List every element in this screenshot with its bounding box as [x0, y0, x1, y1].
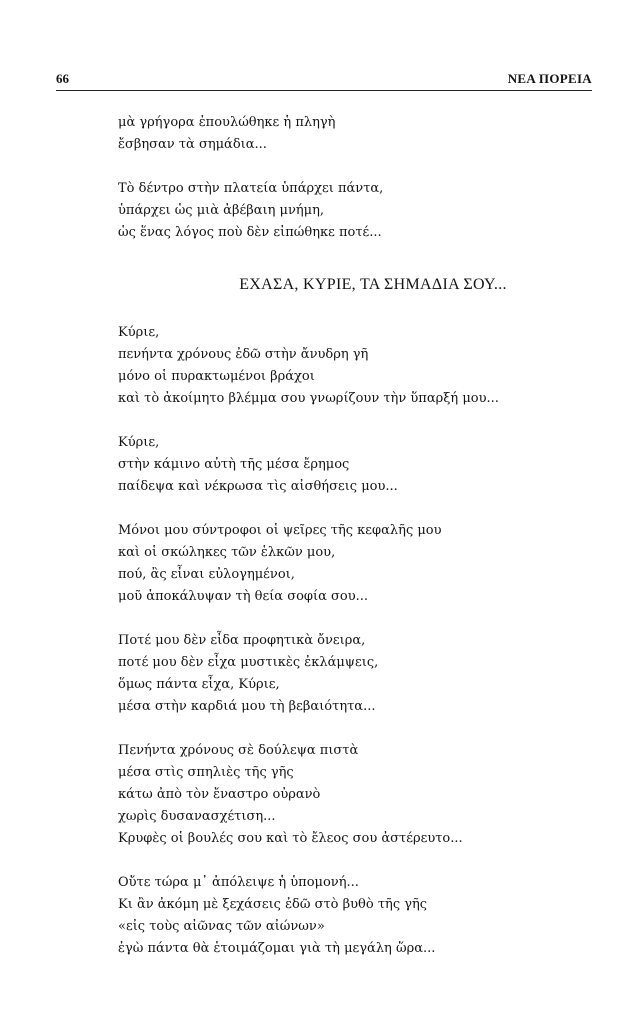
stanza	[118, 740, 588, 850]
verse-line: Κύριε,	[118, 325, 160, 340]
stanza	[118, 178, 588, 244]
verse-line: παίδεψα καὶ νέκρωσα τὶς αἰσθήσεις μου...	[118, 479, 398, 494]
verse-line: Μόνοι μου σύντροφοι οἱ ψεῖρες τῆς κεφαλῆς μου	[118, 523, 442, 538]
verse-line: ἐγὼ πάντα θὰ ἑτοιμάζομαι γιὰ τὴ μεγάλη ὥρα...	[118, 941, 436, 956]
stanza	[118, 872, 588, 960]
verse-line: καὶ οἱ σκώληκες τῶν ἑλκῶν μου,	[118, 545, 336, 560]
verse-line: Πενήντα χρόνους σὲ δούλεψα πιστὰ	[118, 743, 359, 758]
verse-line: Τὸ δέντρο στὴν πλατεία ὑπάρχει πάντα,	[118, 181, 384, 196]
verse-line: ὡς ἕνας λόγος ποὺ δὲν εἰπώθηκε ποτέ...	[118, 225, 382, 240]
verse-line: ὑπάρχει ὡς μιὰ ἀβέβαιη μνήμη,	[118, 203, 325, 218]
stanza	[118, 112, 588, 156]
verse-line: ποτέ μου δὲν εἶχα μυστικὲς ἐκλάμψεις,	[118, 655, 379, 670]
verse-line: Κύριε,	[118, 435, 160, 450]
verse-line: μοῦ ἀποκάλυψαν τὴ θεία σοφία σου...	[118, 589, 369, 604]
running-head: ΝΕΑ ΠΟΡΕΙΑ	[507, 71, 592, 86]
verse-line: «εἰς τοὺς αἰῶνας τῶν αἰώνων»	[118, 919, 325, 934]
verse-line: ὅμως πάντα εἶχα, Κύριε,	[118, 677, 280, 692]
verse-line: πού, ἂς εἶναι εὐλογημένοι,	[118, 567, 295, 582]
verse-line: Κι ἂν ἀκόμη μὲ ξεχάσεις ἐδῶ στὸ βυθὸ τῆς γῆς	[118, 897, 428, 912]
verse-line: ἔσβησαν τὰ σημάδια...	[118, 137, 267, 152]
verse-line: Οὔτε τώρα μ᾿ ἀπόλειψε ἡ ὑπομονή...	[118, 875, 359, 890]
verse-line: καὶ τὸ ἀκοίμητο βλέμμα σου γνωρίζουν τὴν ὕπαρξή μου...	[118, 391, 499, 406]
poem-title: ΕΧΑΣΑ, ΚΥΡΙΕ, ΤΑ ΣΗΜΑΔΙΑ ΣΟΥ...	[239, 276, 507, 293]
verse-line: χωρὶς δυσανασχέτιση...	[118, 809, 276, 824]
verse-line: στὴν κάμινο αὐτὴ τῆς μέσα ἔρημος	[118, 457, 350, 472]
stanza	[118, 520, 588, 608]
stanza	[118, 630, 588, 718]
verse-line: κάτω ἀπὸ τὸν ἔναστρο οὐρανὸ	[118, 787, 321, 802]
verse-line: μέσα στὶς σπηλιὲς τῆς γῆς	[118, 765, 294, 780]
verse-line: μὰ γρήγορα ἐπουλώθηκε ἡ πληγὴ	[118, 115, 336, 130]
verse-line: Κρυφὲς οἱ βουλές σου καὶ τὸ ἔλεος σου ἀστέρευτο...	[118, 831, 463, 846]
page-header	[56, 68, 592, 91]
stanza	[118, 322, 588, 410]
page-number: 66	[56, 71, 69, 86]
page-text	[118, 112, 588, 982]
stanza	[118, 432, 588, 498]
verse-line: μόνο οἱ πυρακτωμένοι βράχοι	[118, 369, 315, 384]
verse-line: πενήντα χρόνους ἐδῶ στὴν ἄνυδρη γῆ	[118, 347, 369, 362]
verse-line: Ποτέ μου δὲν εἶδα προφητικὰ ὄνειρα,	[118, 633, 366, 648]
verse-line: μέσα στὴν καρδιά μου τὴ βεβαιότητα...	[118, 699, 376, 714]
